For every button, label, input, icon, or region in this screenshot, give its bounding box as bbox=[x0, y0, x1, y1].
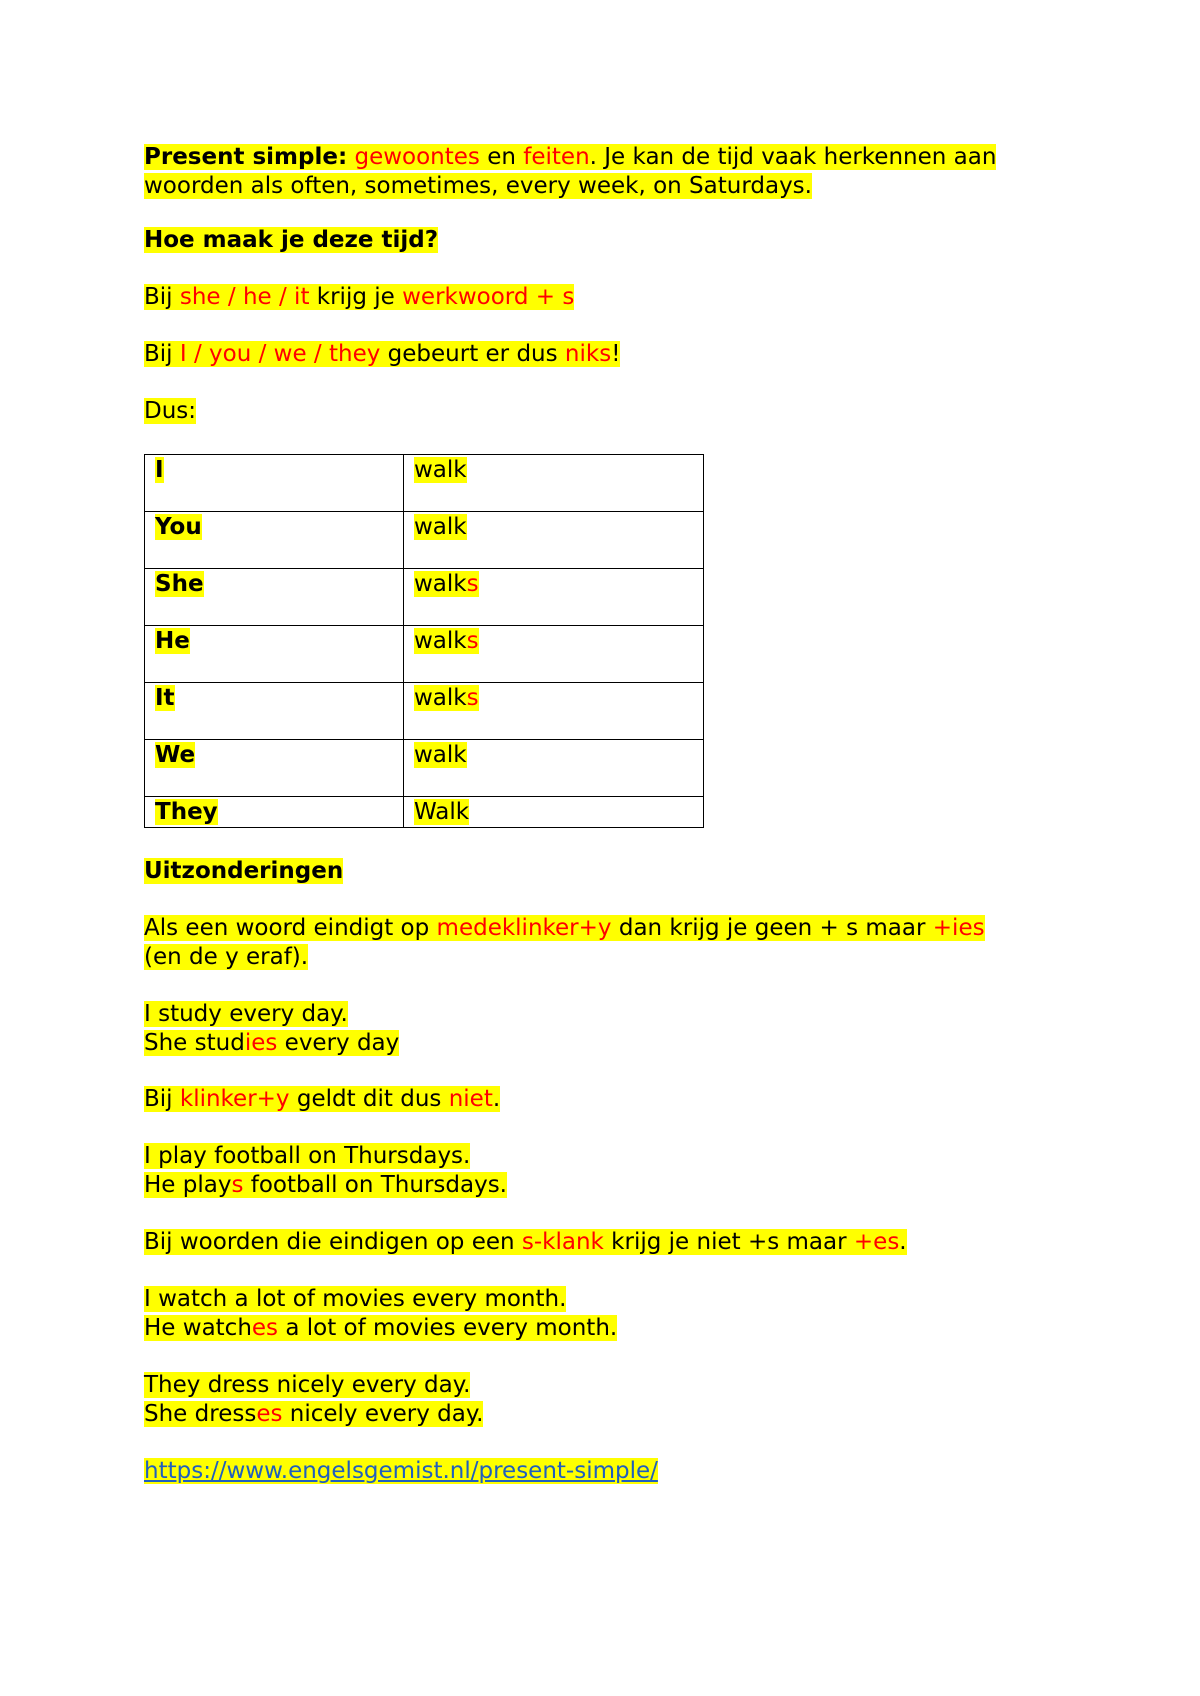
rule-i-you-we-they bbox=[144, 340, 620, 369]
ex1-c: dan krijg je geen + s maar bbox=[611, 915, 933, 941]
table-row bbox=[145, 626, 704, 683]
verb-base: walk bbox=[414, 742, 467, 768]
verb-cell bbox=[404, 455, 704, 512]
verb-text bbox=[414, 571, 479, 597]
dress-a: She dress bbox=[144, 1401, 257, 1427]
ex3-c: krijg je niet +s maar bbox=[603, 1229, 854, 1255]
table-row bbox=[145, 512, 704, 569]
intro-word-habits: gewoontes bbox=[354, 144, 480, 170]
ex2-vowel-y: klinker+y bbox=[179, 1086, 290, 1112]
verb-text bbox=[414, 514, 467, 540]
pronoun-cell bbox=[145, 740, 404, 797]
example-watch bbox=[144, 1285, 617, 1343]
exception-vowel-y bbox=[144, 1085, 500, 1114]
pronoun-cell bbox=[145, 626, 404, 683]
play-line-1: I play football on Thursdays. bbox=[144, 1143, 471, 1169]
study-line-1: I study every day. bbox=[144, 1001, 348, 1027]
verb-cell bbox=[404, 740, 704, 797]
question-heading bbox=[144, 226, 438, 255]
conjugation-table bbox=[144, 454, 704, 828]
pronoun-text: It bbox=[155, 685, 175, 711]
dus-text: Dus: bbox=[144, 398, 197, 424]
watch-c: a lot of movies every month. bbox=[278, 1315, 618, 1341]
pronoun-text: We bbox=[155, 742, 196, 768]
rule2-e: ! bbox=[611, 341, 621, 367]
pronoun-cell bbox=[145, 683, 404, 740]
pronoun-text: She bbox=[155, 571, 204, 597]
verb-text bbox=[414, 457, 467, 483]
watch-suffix: es bbox=[251, 1315, 279, 1341]
ex3-a: Bij woorden die eindigen op een bbox=[144, 1229, 522, 1255]
intro-line-2: woorden als often, sometimes, every week, on Saturdays. bbox=[144, 173, 812, 199]
verb-base: Walk bbox=[414, 799, 470, 825]
rule1-pronouns: she / he / it bbox=[179, 284, 310, 310]
verb-text bbox=[414, 799, 469, 825]
ex2-c: geldt dit dus bbox=[289, 1086, 449, 1112]
verb-cell bbox=[404, 569, 704, 626]
ex3-e: . bbox=[899, 1229, 907, 1255]
verb-base: walk bbox=[414, 457, 467, 483]
rule1-verb-plus-s: werkwoord + s bbox=[402, 284, 575, 310]
ex1-ies: +ies bbox=[932, 915, 985, 941]
ex3-es: +es bbox=[853, 1229, 900, 1255]
reference-link[interactable]: https://www.engelsgemist.nl/present-simple/ bbox=[144, 1458, 658, 1484]
verb-text bbox=[414, 628, 479, 654]
rule2-c: gebeurt er dus bbox=[380, 341, 565, 367]
verb-base: walk bbox=[414, 571, 467, 597]
pronoun-cell bbox=[145, 797, 404, 828]
ex2-not: niet bbox=[448, 1086, 493, 1112]
intro-rest: . Je kan de tijd vaak herkennen aan bbox=[589, 144, 997, 170]
watch-line-1: I watch a lot of movies every month. bbox=[144, 1286, 567, 1312]
verb-base: walk bbox=[414, 685, 467, 711]
example-play bbox=[144, 1142, 507, 1200]
example-dress bbox=[144, 1371, 483, 1429]
play-suffix: s bbox=[231, 1172, 244, 1198]
pronoun-text: You bbox=[155, 514, 202, 540]
verb-base: walk bbox=[414, 514, 467, 540]
verb-text bbox=[414, 742, 467, 768]
rule2-a: Bij bbox=[144, 341, 180, 367]
table-row bbox=[145, 740, 704, 797]
rule1-c: krijg je bbox=[309, 284, 403, 310]
verb-cell bbox=[404, 683, 704, 740]
table-row bbox=[145, 683, 704, 740]
dress-c: nicely every day. bbox=[282, 1401, 484, 1427]
dress-line-1: They dress nicely every day. bbox=[144, 1372, 471, 1398]
verb-base: walk bbox=[414, 628, 467, 654]
rule2-nothing: niks bbox=[564, 341, 612, 367]
exceptions-heading bbox=[144, 857, 343, 886]
verb-suffix: s bbox=[466, 628, 479, 654]
pronoun-text: They bbox=[155, 799, 218, 825]
study-c: every day bbox=[277, 1030, 400, 1056]
rule-she-he-it bbox=[144, 283, 574, 312]
rule2-pronouns: I / you / we / they bbox=[179, 341, 381, 367]
example-study bbox=[144, 1000, 399, 1058]
pronoun-cell bbox=[145, 512, 404, 569]
intro-label: Present simple: bbox=[144, 144, 348, 170]
verb-cell bbox=[404, 797, 704, 828]
play-a: He play bbox=[144, 1172, 232, 1198]
play-c: football on Thursdays. bbox=[243, 1172, 507, 1198]
intro-and: en bbox=[487, 144, 516, 170]
ex3-s-sound: s-klank bbox=[521, 1229, 604, 1255]
verb-cell bbox=[404, 626, 704, 683]
study-suffix: ies bbox=[244, 1030, 278, 1056]
ex2-a: Bij bbox=[144, 1086, 180, 1112]
pronoun-text: He bbox=[155, 628, 190, 654]
table-row bbox=[145, 455, 704, 512]
verb-cell bbox=[404, 512, 704, 569]
dus-label bbox=[144, 397, 196, 426]
ex1-line-2: (en de y eraf). bbox=[144, 944, 309, 970]
pronoun-cell bbox=[145, 455, 404, 512]
ex2-e: . bbox=[492, 1086, 501, 1112]
pronoun-text: I bbox=[155, 457, 164, 483]
exception-consonant-y bbox=[144, 914, 985, 972]
verb-text bbox=[414, 685, 479, 711]
exception-s-sound bbox=[144, 1228, 907, 1257]
study-a: She stud bbox=[144, 1030, 245, 1056]
verb-suffix: s bbox=[466, 571, 479, 597]
verb-suffix: s bbox=[466, 685, 479, 711]
watch-a: He watch bbox=[144, 1315, 252, 1341]
question-text: Hoe maak je deze tijd? bbox=[144, 227, 439, 253]
intro-paragraph bbox=[144, 143, 996, 201]
intro-word-facts: feiten bbox=[523, 144, 590, 170]
ex1-consonant-y: medeklinker+y bbox=[436, 915, 612, 941]
table-row bbox=[145, 569, 704, 626]
reference-link-line bbox=[144, 1457, 658, 1486]
dress-suffix: es bbox=[256, 1401, 283, 1427]
exceptions-heading-text: Uitzonderingen bbox=[144, 858, 344, 884]
rule1-a: Bij bbox=[144, 284, 180, 310]
ex1-a: Als een woord eindigt op bbox=[144, 915, 437, 941]
table-row bbox=[145, 797, 704, 828]
pronoun-cell bbox=[145, 569, 404, 626]
